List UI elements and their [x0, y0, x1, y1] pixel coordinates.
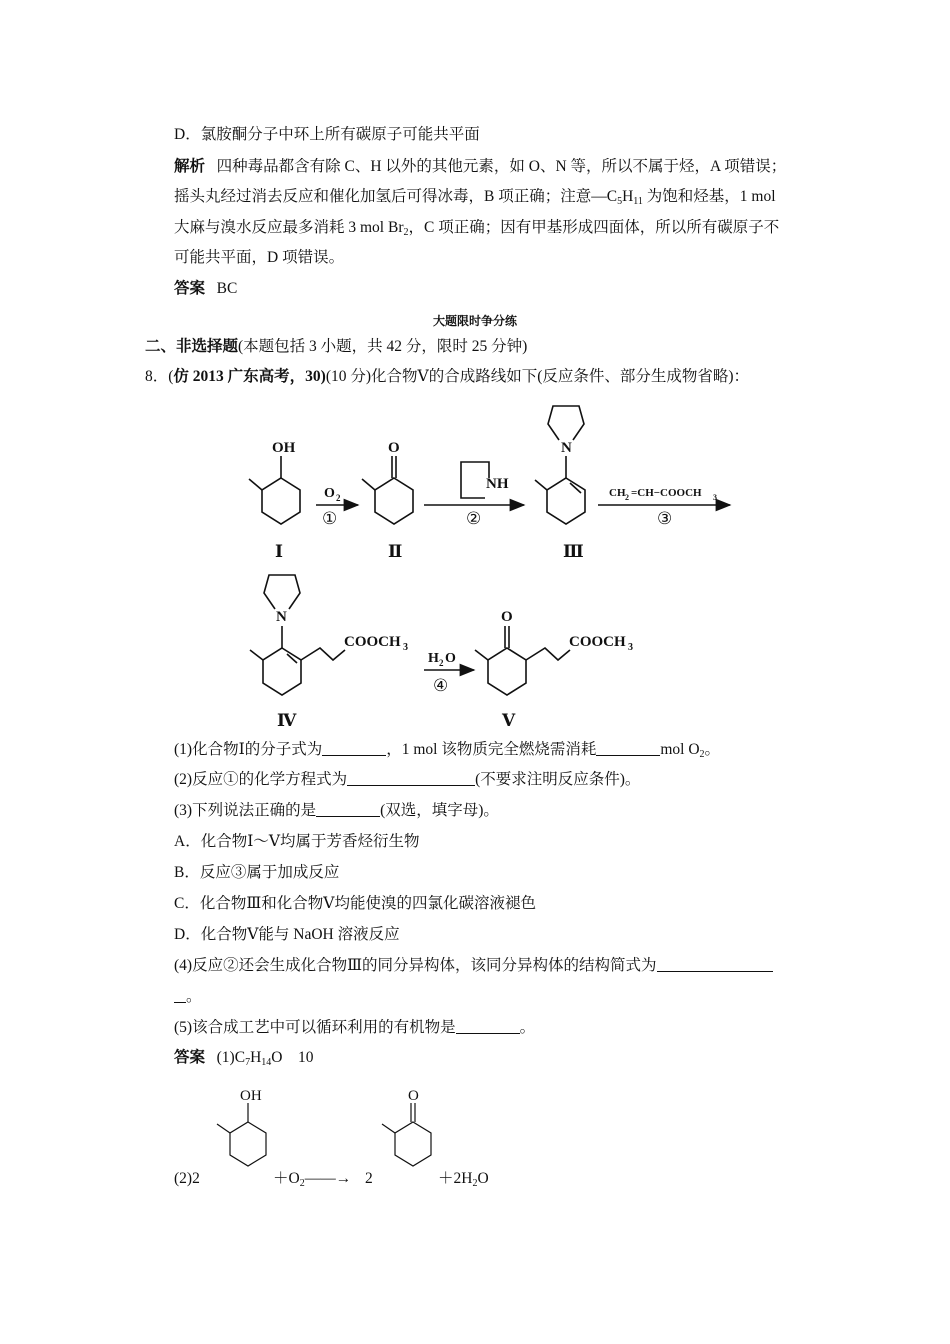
step-2: ②	[466, 509, 482, 528]
sub: 11	[633, 196, 643, 207]
eq-lead: (2)2	[174, 1170, 200, 1187]
q2-text-a: (2)反应①的化学方程式为	[174, 771, 348, 788]
nitrogen-label: N	[561, 440, 572, 456]
eq-plus: ＋O	[273, 1170, 300, 1187]
ester-label: COOCH	[569, 634, 626, 650]
option-d: D．氯胺酮分子中环上所有碳原子可能共平面	[174, 126, 480, 143]
compound-5-structure	[475, 626, 570, 695]
answer-value: BC	[216, 280, 238, 297]
reagent-acrylate-sub: 2	[625, 493, 629, 502]
ester-sub: 3	[403, 642, 408, 653]
option-a: A．化合物Ⅰ～Ⅴ均属于芳香烃衍生物	[174, 833, 420, 850]
compound-label-4: Ⅳ	[277, 711, 297, 730]
part2-note: (本题包括 3 小题，共 42 分，限时 25 分钟)	[238, 338, 528, 355]
answer-hydroxyl-label: OH	[240, 1088, 262, 1104]
sub: 7	[245, 1057, 251, 1068]
pyrrolidine-structure	[461, 462, 489, 498]
reagent-o2-sub: 2	[336, 493, 341, 503]
compound-2-structure	[362, 456, 413, 524]
carbonyl-label: O	[388, 440, 400, 456]
analysis-text-3a: 大麻与溴水反应最多消耗 3 mol Br	[174, 219, 404, 236]
q8-source: 仿 2013 广东高考，30)	[173, 368, 326, 385]
eq-arrow: ——→	[304, 1170, 352, 1187]
step-3: ③	[657, 509, 673, 528]
carbonyl-label: O	[501, 609, 513, 625]
reagent-acrylate: CH	[609, 487, 626, 499]
eq-water-text: ＋2H	[438, 1170, 473, 1187]
answer-formula-h: H	[250, 1049, 262, 1066]
section-heading: 大题限时争分练	[433, 314, 518, 328]
q1-text-a: (1)化合物Ⅰ的分子式为	[174, 741, 323, 758]
answer-label: 答案	[174, 280, 206, 297]
q5-text-b: 。	[519, 1019, 536, 1036]
option-d-2: D．化合物Ⅴ能与 NaOH 溶液反应	[174, 926, 400, 943]
answer-label: 答案	[174, 1049, 206, 1066]
analysis-label: 解析	[174, 158, 206, 175]
compound-label-1: Ⅰ	[275, 542, 283, 561]
compound-4-structure	[250, 575, 345, 695]
answer-formula-o: O	[271, 1049, 283, 1066]
reagent-h2o-sub: 2	[439, 658, 444, 668]
nh-label: NH	[486, 476, 509, 492]
option-b: B．反应③属于加成反应	[174, 864, 340, 881]
sub: 5	[617, 196, 623, 207]
compound-label-5: Ⅴ	[502, 711, 516, 730]
compound-label-3: Ⅲ	[563, 542, 584, 561]
analysis-line-4: 可能共平面，D 项错误。	[174, 249, 345, 266]
eq-water-o: O	[477, 1170, 489, 1187]
nitrogen-label: N	[276, 609, 287, 625]
q3-text-b: (双选，填字母)。	[380, 802, 499, 819]
reagent-o2: O	[324, 486, 335, 501]
reagent-acrylate-sub2: 3	[713, 493, 717, 502]
q1-text-c: mol O	[660, 741, 700, 758]
q5-text-a: (5)该合成工艺中可以循环利用的有机物是	[174, 1019, 456, 1036]
compound-1-structure	[249, 456, 300, 524]
part2-title-text: 二、非选择题	[145, 338, 239, 355]
ester-sub: 3	[628, 642, 633, 653]
hydroxyl-label: OH	[272, 440, 296, 456]
sub: 2	[403, 227, 409, 238]
reagent-h2o-o: O	[445, 651, 456, 666]
q8-text: (10 分)化合物Ⅴ的合成路线如下(反应条件、部分生成物省略)：	[325, 368, 750, 385]
answer-alcohol-structure	[217, 1103, 266, 1166]
analysis-text-2a: 摇头丸经过消去反应和催化加氢后可得冰毒，B 项正确；注意—C	[174, 188, 618, 205]
analysis-text-2b: H	[622, 188, 634, 205]
answer-ketone-structure	[382, 1103, 431, 1166]
reagent-h2o: H	[428, 651, 439, 666]
step-1: ①	[322, 509, 338, 528]
q3-text-a: (3)下列说法正确的是	[174, 802, 317, 819]
ester-label: COOCH	[344, 634, 401, 650]
compound-label-2: Ⅱ	[388, 542, 403, 561]
analysis-text-3b: ，C 项正确；因有甲基形成四面体，所以所有碳原子不	[408, 219, 780, 236]
q1-text-d: 。	[704, 741, 721, 758]
reagent-acrylate-rest: =CH−COOCH	[631, 487, 702, 499]
analysis-text-1: 四种毒品都含有除 C、H 以外的其他元素，如 O、N 等，所以不属于烃，A 项错误；	[216, 158, 787, 175]
answer-ten: 10	[297, 1049, 314, 1066]
q4-text-a: (4)反应②还会生成化合物Ⅲ的同分异构体，该同分异构体的结构简式为	[174, 957, 657, 974]
answer-carbonyl-label: O	[408, 1088, 419, 1104]
q8-lead: 8．(	[145, 368, 174, 385]
sub: 2	[699, 749, 705, 760]
step-4: ④	[433, 676, 449, 695]
q2-text-b: (不要求注明反应条件)。	[475, 771, 641, 788]
sub: 14	[261, 1057, 272, 1068]
answer-formula: (1)C	[216, 1049, 246, 1066]
sub: 2	[472, 1178, 478, 1189]
compound-3-structure	[535, 406, 585, 524]
q1-text-b: ，1 mol 该物质完全燃烧需消耗	[386, 741, 597, 758]
analysis-text-2c: 为饱和烃基，1 mol	[642, 188, 776, 205]
eq-two: 2	[365, 1170, 373, 1187]
sub: 2	[299, 1178, 305, 1189]
option-c: C．化合物Ⅲ和化合物Ⅴ均能使溴的四氯化碳溶液褪色	[174, 895, 536, 912]
q4-text-b: 。	[186, 988, 202, 1005]
